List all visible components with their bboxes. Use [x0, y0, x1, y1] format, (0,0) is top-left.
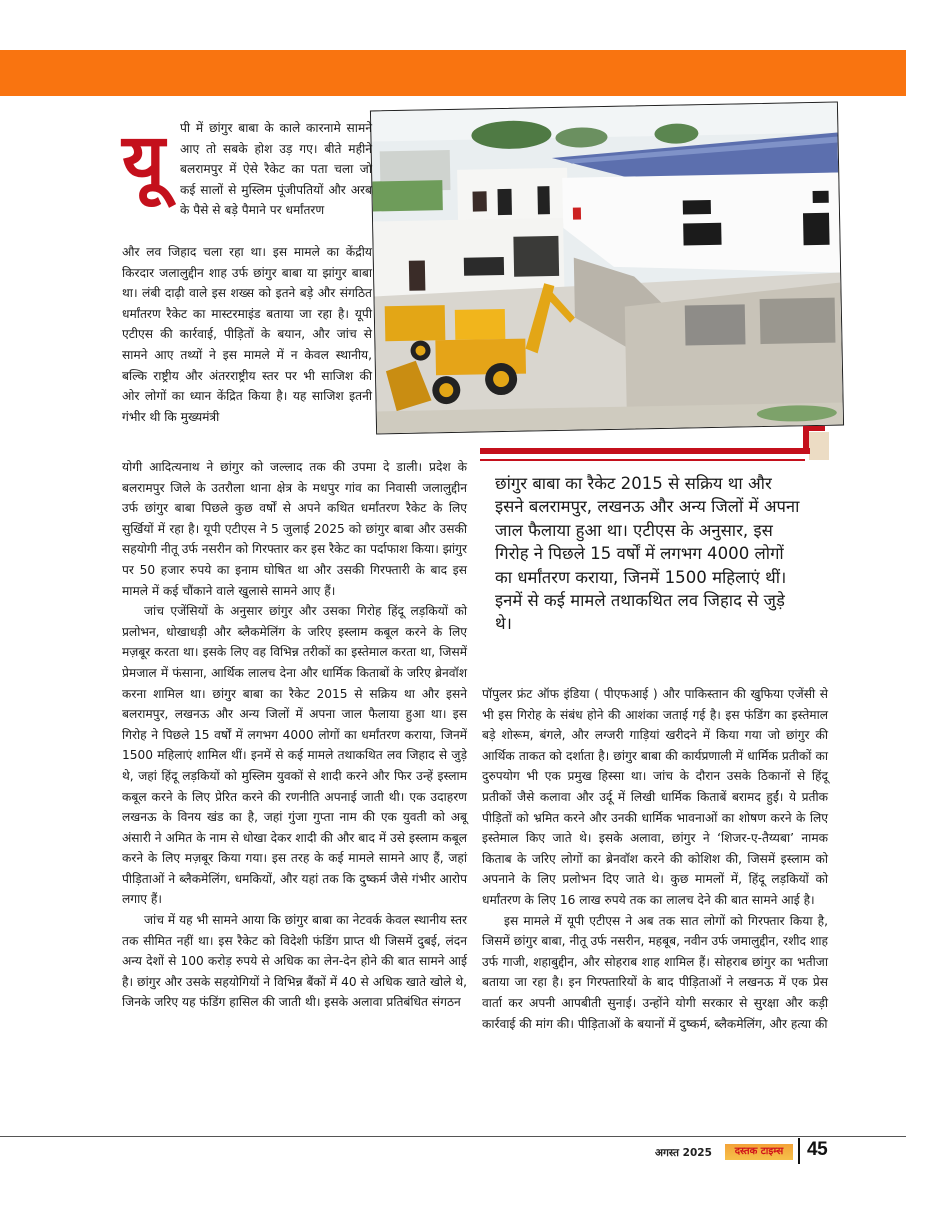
- article-photo: [370, 102, 844, 435]
- footer-divider-line: [0, 1136, 906, 1137]
- demolition-photo-icon: [371, 103, 843, 434]
- left-column-lower: [122, 457, 467, 1013]
- intro-text: पी में छांगुर बाबा के काले कारनामे सामने आए तो सबके होश उड़ गए। बीते महीने बलरामपुर में ऐसे रैकेट का पता चला जो कई सालों से मुस्लिम पूंजीपतियों और अरब के पैसे से बड़े पैमाने पर धर्मांतरण: [180, 121, 372, 218]
- paragraph: जांच एजेंसियों के अनुसार छांगुर और उसका गिरोह हिंदू लड़कियों को प्रलोभन, धोखाधड़ी और ब्लैकमेलिंग के जरिए इस्लाम कबूल करने के लिए मज़बूर करता था। इसके लिए वह विभिन्न तरीकों का इस्तेमाल करता था, जिसमें प्रेमजाल में फंसाना, आर्थिक लालच देना और धार्मिक किताबों के जरिए ब्रेनवॉश करना शामिल था। छांगुर बाबा का रैकेट 2015 से सक्रिय था और इसने बलरामपुर, लखनऊ और अन्य जिलों में अपना जाल फैलाया हुआ था। इस गिरोह ने पिछले 15 वर्षों में लगभग 4000 लोगों का धर्मांतरण कराया, जिनमें 1500 महिलाएं शामिल थीं। इनमें से कई मामले तथाकथित लव जिहाद से जुड़े थे, जहां हिंदू लड़कियों को मुस्लिम युवकों से शादी करने और फिर उन्हें इस्लाम कबूल करने के लिए प्रेरित करने की रणनीति अपनाई जाती थी। एक उदाहरण लखनऊ के विनय खंड का है, जहां गुंजा गुप्ता नाम की एक युवती को अबू अंसारी ने अमित के नाम से धोखा देकर शादी की और बाद में उसे इस्लाम कबूल करने के लिए मज़बूर किया गया। इस तरह के कई मामले सामने आए हैं, जहां पीड़िताओं ने ब्लैकमेलिंग, धमकियों, और यहां तक कि दुष्कर्म जैसे गंभीर आरोप लगाए हैं।: [122, 604, 467, 907]
- paragraph: जांच में यह भी सामने आया कि छांगुर बाबा का नेटवर्क केवल स्थानीय स्तर तक सीमित नहीं था। इस रैकेट को विदेशी फंडिंग प्राप्त थी जिसमें दुबई, लंदन अन्य देशों से 100 करोड़ रुपये से अधिक का लेन-देन होने की बात सामने आई है। छांगुर और उसके सहयोगियों ने विभिन्न बैंकों में 40 से अधिक खाते खोले थे, जिनके जरिए यह फंडिंग हासिल की जाती थी। इसके अलावा प्रतिबंधित संगठन: [122, 913, 467, 1010]
- decorative-red-rule: [480, 448, 810, 454]
- right-column: [482, 684, 828, 1034]
- paragraph: पॉपुलर फ्रंट ऑफ इंडिया ( पीएफआई ) और पाकिस्तान की खुफिया एजेंसी से भी इस गिरोह के संबंध होने की आशंका जताई गई है। इस फंडिंग का इस्तेमाल बड़े शोरूम, बंगले, और लग्जरी गाड़ियां खरीदने में किया गया जो छांगुर की आर्थिक ताकत को दर्शाता है। छांगुर बाबा की कार्यप्रणाली में धार्मिक प्रतीकों का दुरुपयोग भी एक प्रमुख हिस्सा था। जांच के दौरान उसके ठिकानों से हिंदू प्रतीकों जैसे कलावा और उर्दू में लिखी धार्मिक किताबें बरामद हुईं। ये प्रतीक पीड़ितों को भ्रमित करने और उनकी धार्मिक भावनाओं का शोषण करने के लिए इस्तेमाल किए जाते थे। इसके अलावा, छांगुर ने ‘शिजर-ए-तैय्यबा’ नामक किताब के जरिए लोगों का ब्रेनवॉश करने की कोशिश की, जिसमें इस्लाम को अपनाने के लिए प्रलोभन दिए जाते थे। कुछ मामलों में, हिंदू लड़कियों को धर्मांतरण के लिए 16 लाख रुपये तक का लालच देने की बात सामने आई है।: [482, 687, 828, 907]
- issue-date: अगस्त 2025: [655, 1147, 712, 1159]
- magazine-logo: दस्तक टाइम्स: [725, 1144, 793, 1160]
- left-column-upper: [122, 242, 372, 427]
- drop-cap: यू: [122, 118, 165, 204]
- paragraph: योगी आदित्यनाथ ने छांगुर को जल्लाद तक की उपमा दे डाली। प्रदेश के बलरामपुर जिले के उतरौला थाना क्षेत्र के मधपुर गांव का निवासी जलालुद्दीन उर्फ छांगुर बाबा पिछले कुछ वर्षों से अपने कथित धर्मांतरण रैकेट के लिए सुर्खियों में रहा है। यूपी एटीएस ने 5 जुलाई 2025 को छांगुर बाबा और उसकी सहयोगी नीतू उर्फ नसरीन को गिरफ्तार कर इस रैकेट का पर्दाफाश किया। झांगुर पर 50 हजार रुपये का इनाम घोषित था और उसकी गिरफ्तारी के बाद इस मामले में कई चौंकाने वाले खुलासे सामने आए हैं।: [122, 460, 467, 598]
- decorative-corner-top: [803, 426, 825, 431]
- page-number: 45: [807, 1139, 828, 1160]
- paragraph: इस मामले में यूपी एटीएस ने अब तक सात लोगों को गिरफ्तार किया है, जिसमें छांगुर बाबा, नीतू उर्फ नसरीन, महबूब, नवीन उर्फ जमालुद्दीन, रशीद शाह उर्फ गाजी, शहाबुद्दीन, और सोहराब शाह शामिल हैं। सोहराब छांगुर का भतीजा बताया जा रहा है। इन गिरफ्तारियों के बाद पीड़िताओं ने लखनऊ में एक प्रेस वार्ता कर अपनी आपबीती सुनाई। उन्होंने योगी सरकार से सुरक्षा और कड़ी कार्रवाई की मांग की। पीड़िताओं के बयानों में दुष्कर्म, ब्लैकमेलिंग, और हत्या की: [482, 913, 828, 1031]
- pull-quote: छांगुर बाबा का रैकेट 2015 से सक्रिय था और इसने बलरामपुर, लखनऊ और अन्य जिलों में अपना जाल फैलाया हुआ था। एटीएस के अनुसार, इस गिरोह ने पिछले 15 वर्षों में लगभग 4000 लोगों का धर्मांतरण कराया, जिनमें 1500 महिलाएं थीं। इनमें से कई मामले तथाकथित लव जिहाद से जुड़े थे।: [495, 474, 800, 634]
- decorative-red-rule-thin: [480, 459, 805, 461]
- footer-vertical-divider: [798, 1138, 800, 1164]
- article-intro: [122, 118, 372, 221]
- decorative-beige-block: [809, 432, 829, 460]
- header-band: [0, 50, 906, 96]
- paragraph: और लव जिहाद चला रहा था। इस मामले का केंद्रीय किरदार जलालुद्दीन शाह उर्फ छांगुर बाबा या झांगुर बाबा था। लंबी दाढ़ी वाले इस शख्स को इतने बड़े और संगठित धर्मांतरण रैकेट का मास्टरमाइंड बताया जा रहा है। यूपी एटीएस की कार्रवाई, पीड़ितों के बयान, और जांच से सामने आए तथ्यों ने इस मामले में न केवल स्थानीय, बल्कि राष्ट्रीय और अंतरराष्ट्रीय स्तर पर भी साजिश की ओर लोगों का ध्यान केंद्रित किया है। यह साजिश इतनी गंभीर थी कि मुख्यमंत्री: [122, 245, 372, 424]
